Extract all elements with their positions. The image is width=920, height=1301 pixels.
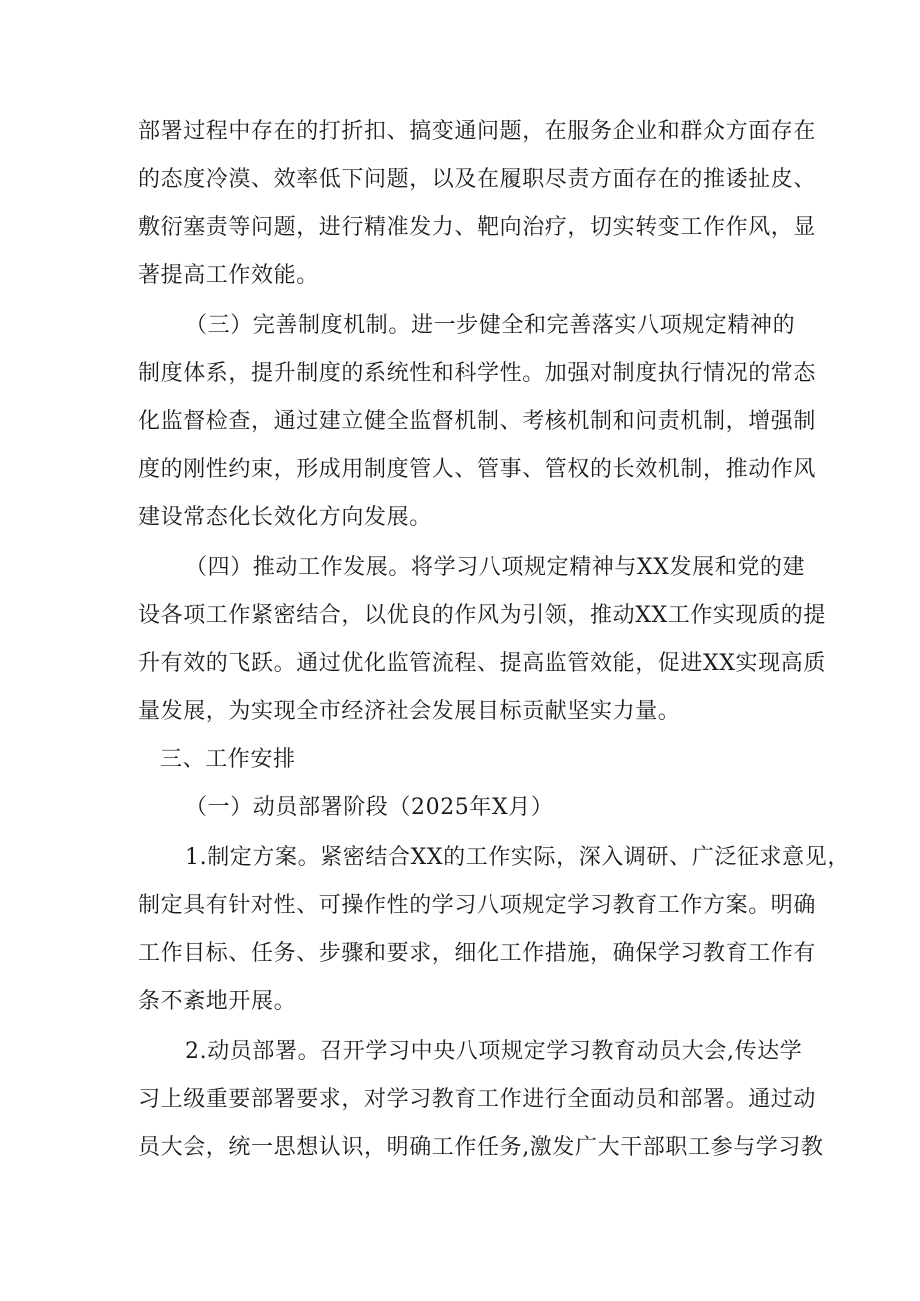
paragraph-line: 敷衍塞责等问题，进行精准发力、靶向治疗，切实转变工作作风，显 xyxy=(138,215,817,240)
paragraph-line: （四）推动工作发展。将学习八项规定精神与XX发展和党的建 xyxy=(185,555,806,580)
paragraph-line: 习上级重要部署要求，对学习教育工作进行全面动员和部署。通过动 xyxy=(138,1087,817,1112)
paragraph-line: 设各项工作紧密结合，以优良的作风为引领，推动XX工作实现质的提 xyxy=(138,603,826,628)
paragraph-line: 工作目标、任务、步骤和要求，细化工作措施，确保学习教育工作有 xyxy=(138,941,817,966)
section-heading: 三、工作安排 xyxy=(160,747,296,772)
paragraph-line: 制度体系，提升制度的系统性和科学性。加强对制度执行情况的常态 xyxy=(138,361,817,386)
paragraph-line: 条不紊地开展。 xyxy=(138,989,297,1014)
paragraph-line: 度的刚性约束，形成用制度管人、管事、管权的长效机制，推动作风 xyxy=(138,457,817,482)
paragraph-line: 2.动员部署。召开学习中央八项规定学习教育动员大会,传达学 xyxy=(185,1039,803,1064)
paragraph-line: 著提高工作效能。 xyxy=(138,263,319,288)
paragraph-line: 员大会，统一思想认识，明确工作任务,激发广大干部职工参与学习教 xyxy=(138,1135,824,1160)
paragraph-line: 化监督检查，通过建立健全监督机制、考核机制和问责机制，增强制 xyxy=(138,409,817,434)
paragraph-line: 建设常态化长效化方向发展。 xyxy=(138,505,432,530)
paragraph-line: 升有效的飞跃。通过优化监管流程、提高监管效能，促进XX实现高质 xyxy=(138,651,826,676)
paragraph-line: 部署过程中存在的打折扣、搞变通问题，在服务企业和群众方面存在 xyxy=(138,119,817,144)
paragraph-line: 制定具有针对性、可操作性的学习八项规定学习教育工作方案。明确 xyxy=(138,893,817,918)
paragraph-line: 的态度冷漠、效率低下问题，以及在履职尽责方面存在的推诿扯皮、 xyxy=(138,167,817,192)
paragraph-line: 量发展，为实现全市经济社会发展目标贡献坚实力量。 xyxy=(138,699,681,724)
paragraph-line: （三）完善制度机制。进一步健全和完善落实八项规定精神的 xyxy=(185,313,796,338)
subsection-heading: （一）动员部署阶段（2025年X月） xyxy=(185,795,554,820)
paragraph-line: 1.制定方案。紧密结合XX的工作实际，深入调研、广泛征求意见， xyxy=(185,845,850,870)
